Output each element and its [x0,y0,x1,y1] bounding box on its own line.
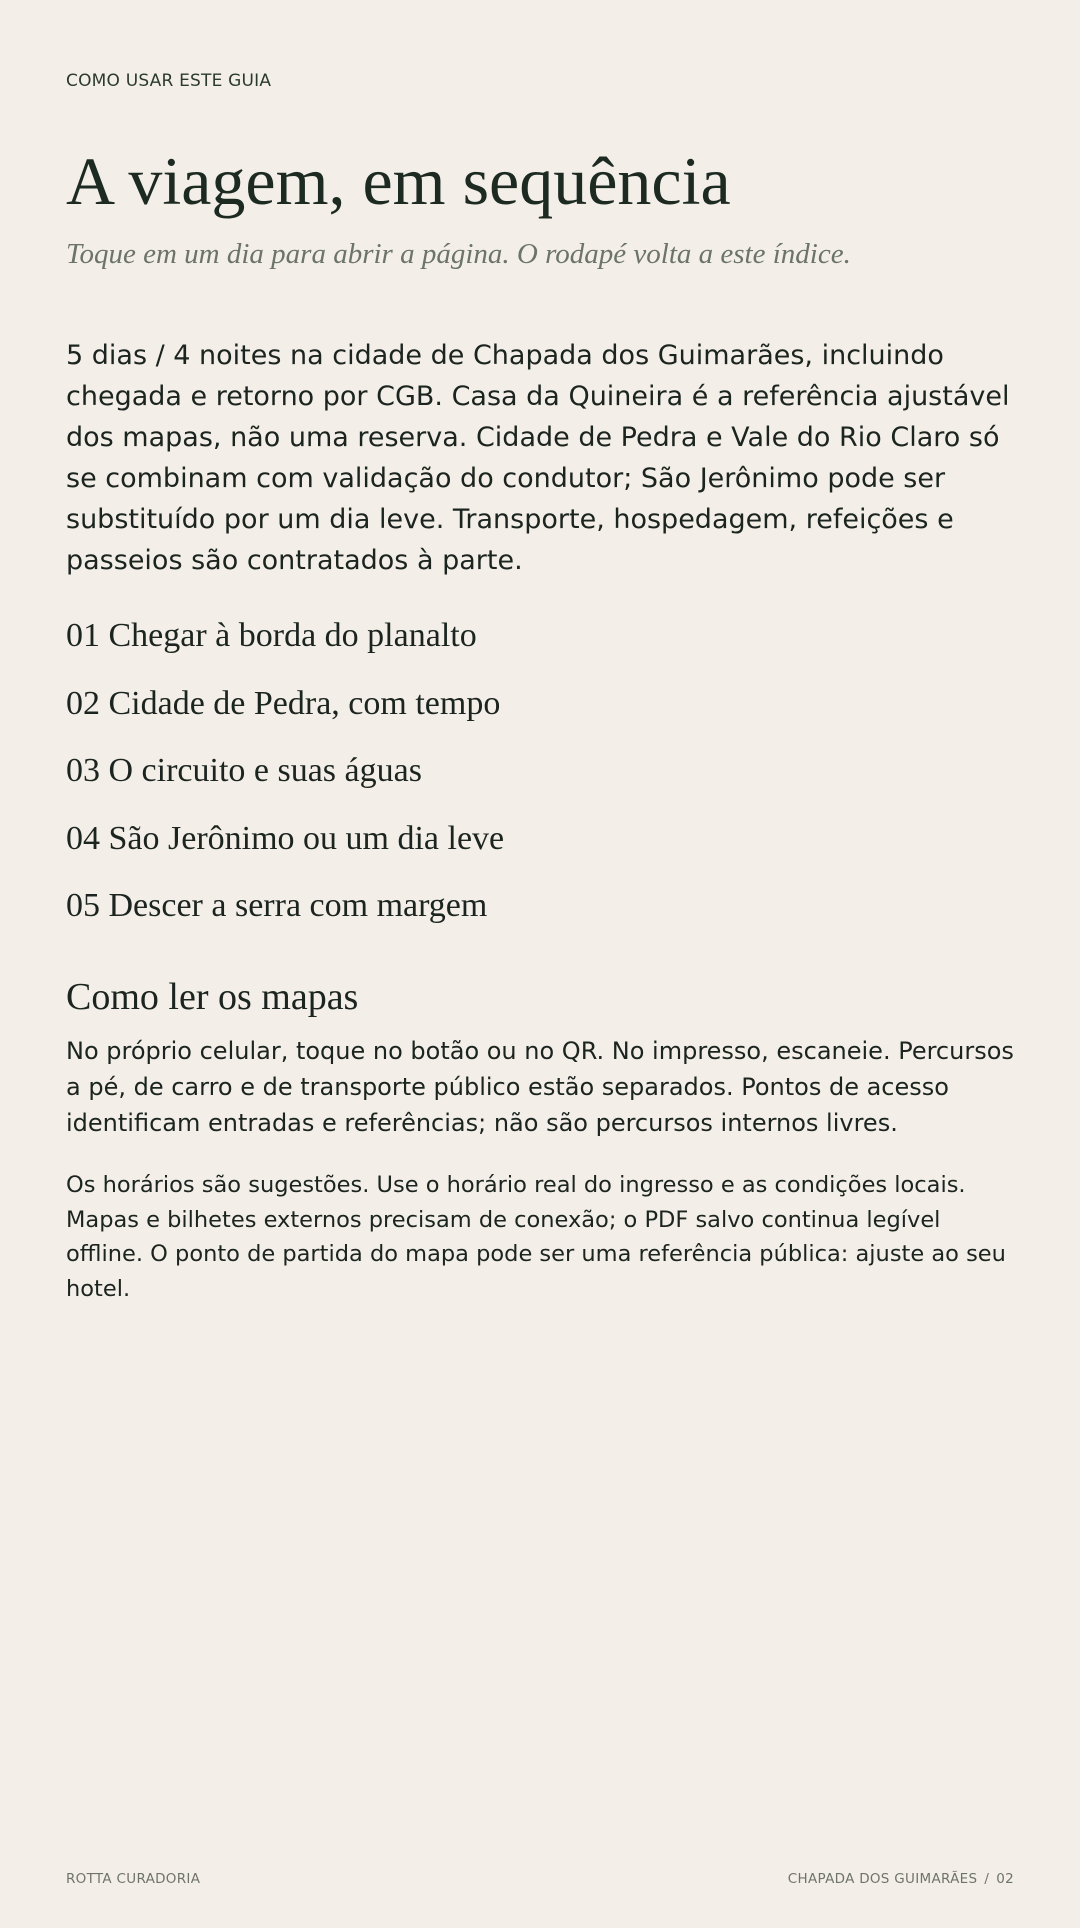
page-title: A viagem, em sequência [66,143,731,219]
footer-page-number: 02 [996,1871,1014,1887]
footer-destination: CHAPADA DOS GUIMARÃES [787,1871,978,1887]
footer-index-link[interactable] [788,1871,1014,1887]
maps-instructions: No próprio celular, toque no botão ou no QR. No impresso, escaneie. Percursos a pé, de carro e de transporte público estão separados. Pontos de acesso identificam entradas e referências; não são percursos internos livres. [66,1037,1014,1137]
day-link-05[interactable]: 05 Descer a serra com margem [66,887,488,924]
day-link-03[interactable]: 03 O circuito e suas águas [66,752,422,789]
maps-section-title: Como ler os mapas [66,976,359,1018]
guide-page [66,0,1014,1928]
page-subtitle: Toque em um dia para abrir a página. O rodapé volta a este índice. [66,238,851,270]
day-link-04[interactable]: 04 São Jerônimo ou um dia leve [66,819,505,857]
day-index-list [66,610,504,948]
day-link-02[interactable]: 02 Cidade de Pedra, com tempo [66,684,501,722]
footer-separator: / [984,1871,990,1887]
section-eyebrow: COMO USAR ESTE GUIA [66,71,272,91]
maps-notes: Os horários são sugestões. Use o horário real do ingresso e as condições locais. Mapas e bilhetes externos precisam de conexão; o PDF salvo continua legível offline. O ponto de partida do mapa pode ser uma referência pública: ajuste ao seu hotel. [66,1172,1006,1302]
footer-brand: ROTTA CURADORIA [66,1871,201,1887]
trip-summary: 5 dias / 4 noites na cidade de Chapada dos Guimarães, incluindo chegada e retorno por CGB. Casa da Quineira é a referência ajustável dos mapas, não uma reserva. Cidade de Pedra e Vale do Rio Claro só se combinam com validação do condutor; São Jerônimo pode ser substituído por um dia leve. Transporte, hospedagem, refeições e passeios são contratados à parte. [66,340,1010,576]
day-link-01[interactable]: 01 Chegar à borda do planalto [66,617,477,654]
